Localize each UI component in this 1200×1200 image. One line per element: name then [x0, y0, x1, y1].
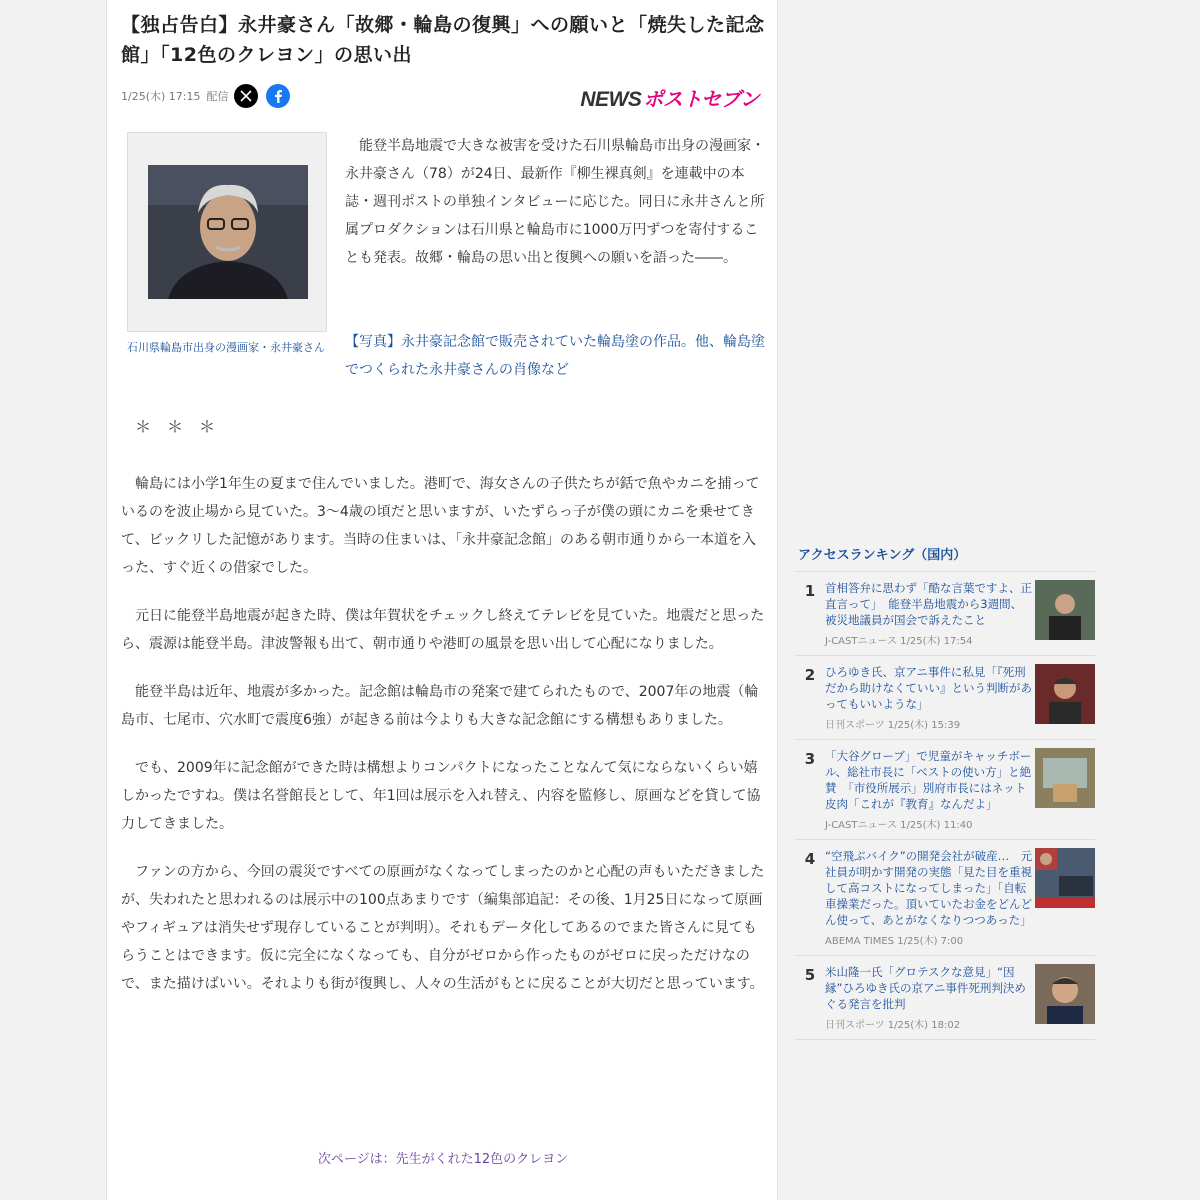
ranking-heading: アクセスランキング（国内） [795, 540, 1095, 572]
publish-date: 1/25(木) 17:15 [121, 90, 201, 103]
ranking-title[interactable]: 首相答弁に思わず「酷な言葉ですよ、正直言って」 能登半島地震から3週間、被災地議員が国会で訴えたこと [825, 581, 1032, 627]
ranking-item[interactable] [795, 572, 1095, 656]
next-page-link[interactable]: 次ページは：先生がくれた12色のクレヨン [317, 1152, 569, 1167]
ranking-thumbnail[interactable] [1035, 964, 1095, 1024]
share-facebook-button[interactable] [266, 84, 290, 108]
ranking-source: 日刊スポーツ [825, 1020, 885, 1031]
logo-news-text: NEWS [580, 88, 642, 111]
ranking-thumbnail[interactable] [1035, 848, 1095, 908]
ranking-item[interactable] [795, 840, 1095, 956]
article-body [121, 470, 767, 1018]
publish-label: 配信 [206, 90, 229, 103]
x-logo-icon [240, 90, 252, 102]
rank-number: 2 [804, 666, 816, 684]
facebook-logo-icon [272, 89, 284, 103]
ranking-source: J-CASTニュース [825, 820, 897, 831]
ranking-source: J-CASTニュース [825, 636, 897, 647]
body-paragraph: でも、2009年に記念館ができた時は構想よりコンパクトになったことなんて気にならないくらい嬉しかったですね。僕は名誉館長として、年1回は展示を入れ替え、内容を監修し、原画などを貸して協力してきました。 [121, 760, 761, 832]
ranking-time: 1/25(木) 7:00 [897, 936, 964, 947]
body-paragraph: 能登半島は近年、地震が多かった。記念館は輪島市の発案で建てられたもので、2007年の地震（輪島市、七尾市、穴水町で震度6強）が起きる前は今よりも大きな記念館にする構想もありました。 [121, 684, 759, 728]
ranking-title[interactable]: 「大谷グローブ」で児童がキャッチボール、総社市長に「ベストの使い方」と絶賛 「市役所展示」別府市長にはネット皮肉「これが『教育』なんだよ」 [825, 749, 1032, 811]
share-x-button[interactable] [234, 84, 258, 108]
rank-number: 1 [804, 582, 816, 600]
access-ranking [795, 540, 1095, 1040]
article-title: 【独占告白】永井豪さん「故郷・輪島の復興」への願いと「焼失した記念館」「12色のクレヨン」の思い出 [121, 14, 765, 66]
photo-gallery-link[interactable]: 【写真】永井豪記念館で販売されていた輪島塗の作品。他、輪島塗でつくられた永井豪さんの肖像など [345, 334, 765, 378]
ranking-time: 1/25(木) 15:39 [887, 720, 961, 731]
article-meta [121, 84, 290, 108]
portrait-image [148, 165, 308, 299]
ranking-thumbnail[interactable] [1035, 748, 1095, 808]
article-container [106, 0, 778, 1200]
rank-number: 4 [804, 850, 816, 868]
ranking-source: ABEMA TIMES [825, 936, 895, 947]
ranking-item[interactable] [795, 656, 1095, 740]
section-separator: ＊ ＊ ＊ [135, 417, 216, 436]
ranking-title[interactable]: “空飛ぶバイク”の開発会社が破産… 元社員が明かす開発の実態「見た目を重視して高コストになってしまった」「自転車操業だった。頂いていたお金をどんどん使って、あとがなくなりつつあった」 [825, 849, 1033, 927]
article-photo[interactable] [127, 132, 327, 332]
body-paragraph: 元日に能登半島地震が起きた時、僕は年賀状をチェックし終えてテレビを見ていた。地震だと思ったら、震源は能登半島。津波警報も出て、朝市通りや港町の風景を思い出して心配になりました。 [121, 608, 765, 652]
ranking-time: 1/25(木) 18:02 [887, 1020, 961, 1031]
ranking-title[interactable]: ひろゆき氏、京アニ事件に私見「『死刑だから助けなくていい』という判断があってもいいような」 [825, 665, 1032, 711]
photo-caption: 石川県輪島市出身の漫画家・永井豪さん [127, 341, 325, 354]
article-lead: 能登半島地震で大きな被害を受けた石川県輪島市出身の漫画家・永井豪さん（78）が24日、最新作『柳生裸真剣』を連載中の本誌・週刊ポストの単独インタビューに応じた。同日に永井さんと所属プロダクションは石川県と輪島市に1000万円ずつを寄付することも発表。故郷・輪島の思い出と復興への願いを語った――。 [345, 138, 765, 266]
body-paragraph: 輪島には小学1年生の夏まで住んでいました。港町で、海女さんの子供たちが銛で魚やカニを捕っているのを波止場から見ていた。3～4歳の頃だと思いますが、いたずらっ子が僕の頭にカニを乗せてきて、ビックリした記憶があります。当時の住まいは、「永井豪記念館」のある朝市通りから一本道を入った、すぐ近くの借家でした。 [121, 476, 760, 576]
rank-number: 5 [804, 966, 816, 984]
ranking-title[interactable]: 米山隆一氏「グロテスクな意見」“因縁”ひろゆき氏の京アニ事件死刑判決めぐる発言を批判 [825, 965, 1026, 1011]
ranking-source: 日刊スポーツ [825, 720, 885, 731]
ranking-item[interactable] [795, 956, 1095, 1040]
body-paragraph: ファンの方から、今回の震災ですべての原画がなくなってしまったのかと心配の声もいただきましたが、失われたと思われるのは展示中の100点あまりです（編集部追記：その後、1月25日になって原画やフィギュアは消失せず現存していることが判明）。それもデータ化してあるのでまた皆さんに見てもらうことはできます。仮に完全になくなっても、自分がゼロから作ったものがゼロに戻っただけなので、また描けばいい。それよりも街が復興し、人々の生活がもとに戻ることが大切だと思っています。 [121, 864, 765, 992]
ranking-time: 1/25(木) 17:54 [900, 636, 973, 647]
rank-number: 3 [804, 750, 816, 768]
logo-post-text: ポストセブン [643, 87, 759, 111]
ranking-thumbnail[interactable] [1035, 664, 1095, 724]
ranking-item[interactable] [795, 740, 1095, 840]
newspostseven-logo[interactable] [580, 80, 759, 112]
ranking-time: 1/25(木) 11:40 [900, 820, 973, 831]
ranking-thumbnail[interactable] [1035, 580, 1095, 640]
